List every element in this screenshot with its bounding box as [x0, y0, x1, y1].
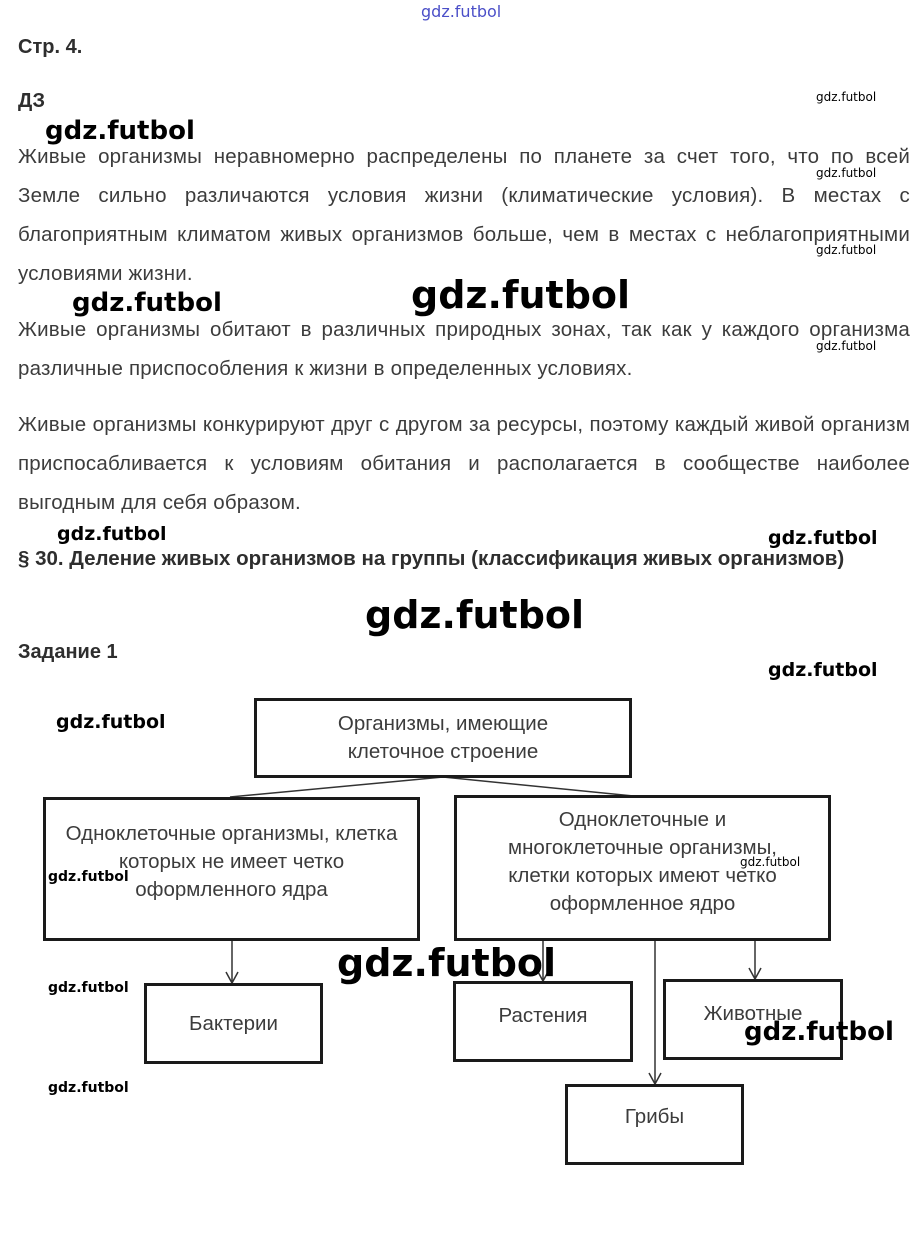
- task-label: Задание 1: [18, 641, 118, 663]
- box-fungi-text: Грибы: [624, 1105, 685, 1128]
- box-plants: [453, 981, 633, 1062]
- watermark: gdz.futbol: [411, 273, 631, 317]
- page-label: Стр. 4.: [18, 36, 83, 58]
- watermark-top: gdz.futbol: [421, 2, 502, 21]
- box-right-text: Одноклеточные и многоклеточные организмы, клетки которых имеют четко оформленное ядро: [508, 808, 777, 915]
- watermark: gdz.futbol: [740, 855, 801, 869]
- watermark: gdz.futbol: [768, 659, 878, 681]
- watermark: gdz.futbol: [57, 523, 167, 545]
- watermark: gdz.futbol: [48, 980, 129, 996]
- watermark: gdz.futbol: [45, 116, 195, 146]
- watermark: gdz.futbol: [48, 1080, 129, 1096]
- box-root-text: Организмы, имеющие клеточное строение: [337, 712, 549, 763]
- section-title: § 30. Деление живых организмов на группы (классификация живых организмов): [18, 547, 845, 570]
- watermark: gdz.futbol: [56, 711, 166, 733]
- watermark: gdz.futbol: [48, 869, 129, 885]
- watermark: gdz.futbol: [816, 243, 877, 257]
- box-root: [254, 698, 632, 778]
- watermark: gdz.futbol: [744, 1017, 894, 1047]
- box-fungi: [565, 1084, 744, 1165]
- watermark: gdz.futbol: [816, 339, 877, 353]
- paragraph-3: Живые организмы конкурируют друг с другом за ресурсы, поэтому каждый живой организм приспосабливается к условиям обитания и располагается в сообществе наиболее выгодным для себя образом.: [18, 413, 910, 514]
- paragraph-1: Живые организмы неравномерно распределены по планете за счет того, что по всей Земле сильно различаются условия жизни (климатические условия). В местах с благоприятным климатом живых организмов больше, чем в местах с неблагоприятными условиями жизни.: [18, 145, 910, 285]
- dz-label: ДЗ: [18, 90, 46, 112]
- box-plants-text: Растения: [498, 1004, 588, 1027]
- watermark: gdz.futbol: [365, 593, 585, 637]
- box-left-text: Одноклеточные организмы, клетка которых не имеет четко оформленного ядра: [65, 822, 398, 901]
- watermark: gdz.futbol: [768, 527, 878, 549]
- watermark: gdz.futbol: [337, 941, 557, 985]
- box-bacteria-text: Бактерии: [189, 1011, 278, 1035]
- paragraph-2: Живые организмы обитают в различных природных зонах, так как у каждого организма различные приспособления к жизни в определенных условиях.: [18, 318, 910, 380]
- box-animals-text: Животные: [703, 1002, 803, 1025]
- watermark: gdz.futbol: [816, 166, 877, 180]
- box-bacteria: [144, 983, 323, 1064]
- watermark: gdz.futbol: [816, 90, 877, 104]
- watermark: gdz.futbol: [72, 288, 222, 318]
